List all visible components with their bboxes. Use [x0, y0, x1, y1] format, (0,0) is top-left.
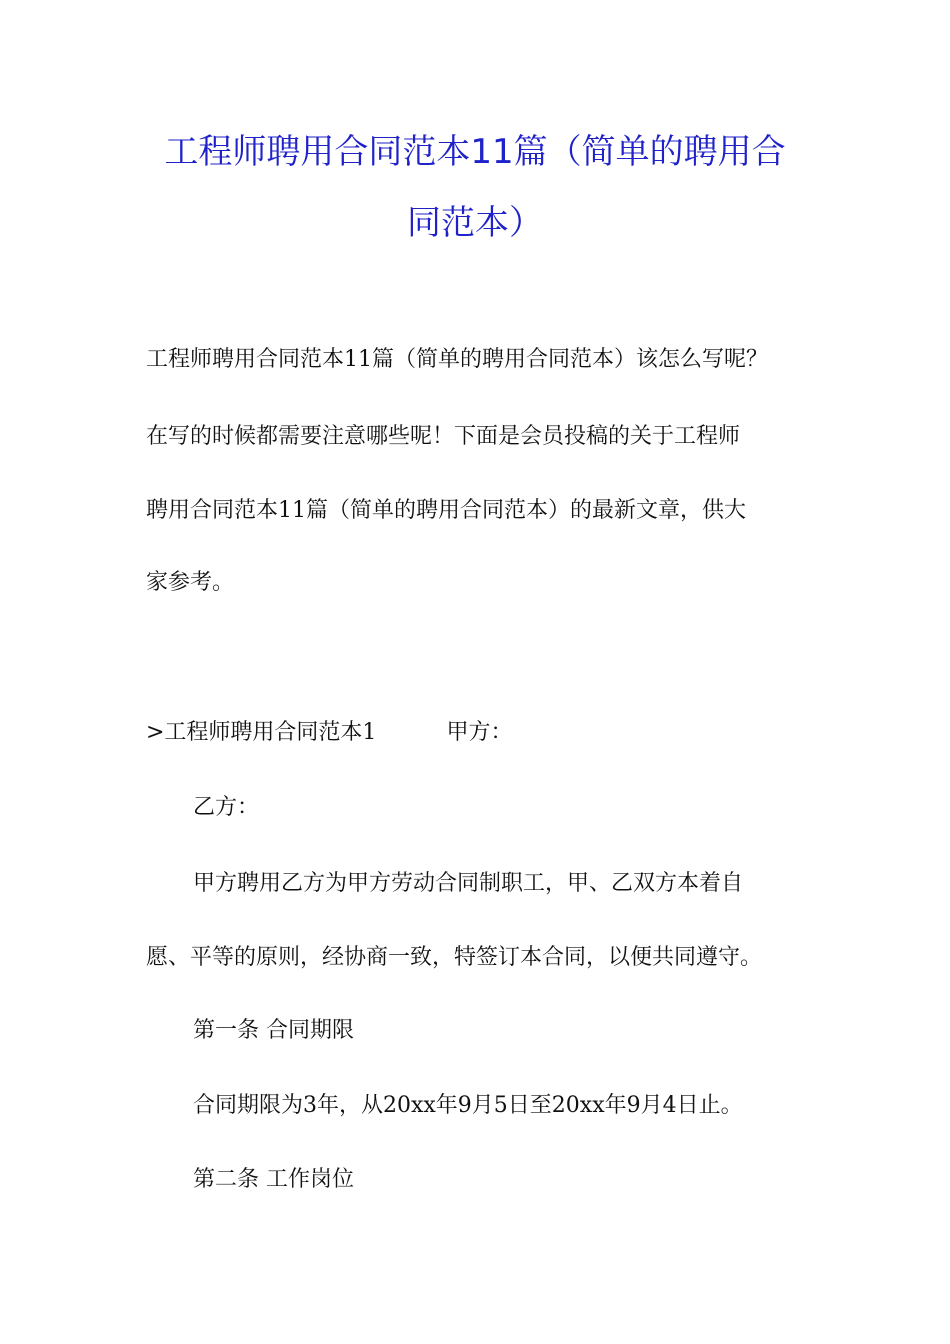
- intro-line-2: 在写的时候都需要注意哪些呢！下面是会员投稿的关于工程师: [146, 424, 741, 449]
- party-a-label: 甲方：: [446, 720, 513, 745]
- article-1-body: 合同期限为3年，从20xx年9月5日至20xx年9月4日止。: [193, 1093, 743, 1118]
- article-2-title: 第二条 工作岗位: [193, 1167, 354, 1192]
- intro-line-1: 工程师聘用合同范本11篇（简单的聘用合同范本）该怎么写呢？: [146, 347, 768, 372]
- document-title-line-2: 同范本）: [407, 203, 543, 243]
- paragraph-1-line-1: 甲方聘用乙方为甲方劳动合同制职工，甲、乙双方本着自: [193, 871, 744, 896]
- intro-line-3: 聘用合同范本11篇（简单的聘用合同范本）的最新文章，供大: [146, 498, 746, 523]
- article-1-title: 第一条 合同期限: [193, 1018, 354, 1043]
- intro-line-4: 家参考。: [146, 570, 235, 595]
- paragraph-1-line-2: 愿、平等的原则，经协商一致，特签订本合同，以便共同遵守。: [146, 945, 763, 970]
- section-heading: >工程师聘用合同范本1: [146, 720, 377, 745]
- section-heading-row: [146, 718, 512, 748]
- document-title-line-1: 工程师聘用合同范本11篇（简单的聘用合: [164, 132, 786, 172]
- party-b-label: 乙方：: [193, 795, 260, 820]
